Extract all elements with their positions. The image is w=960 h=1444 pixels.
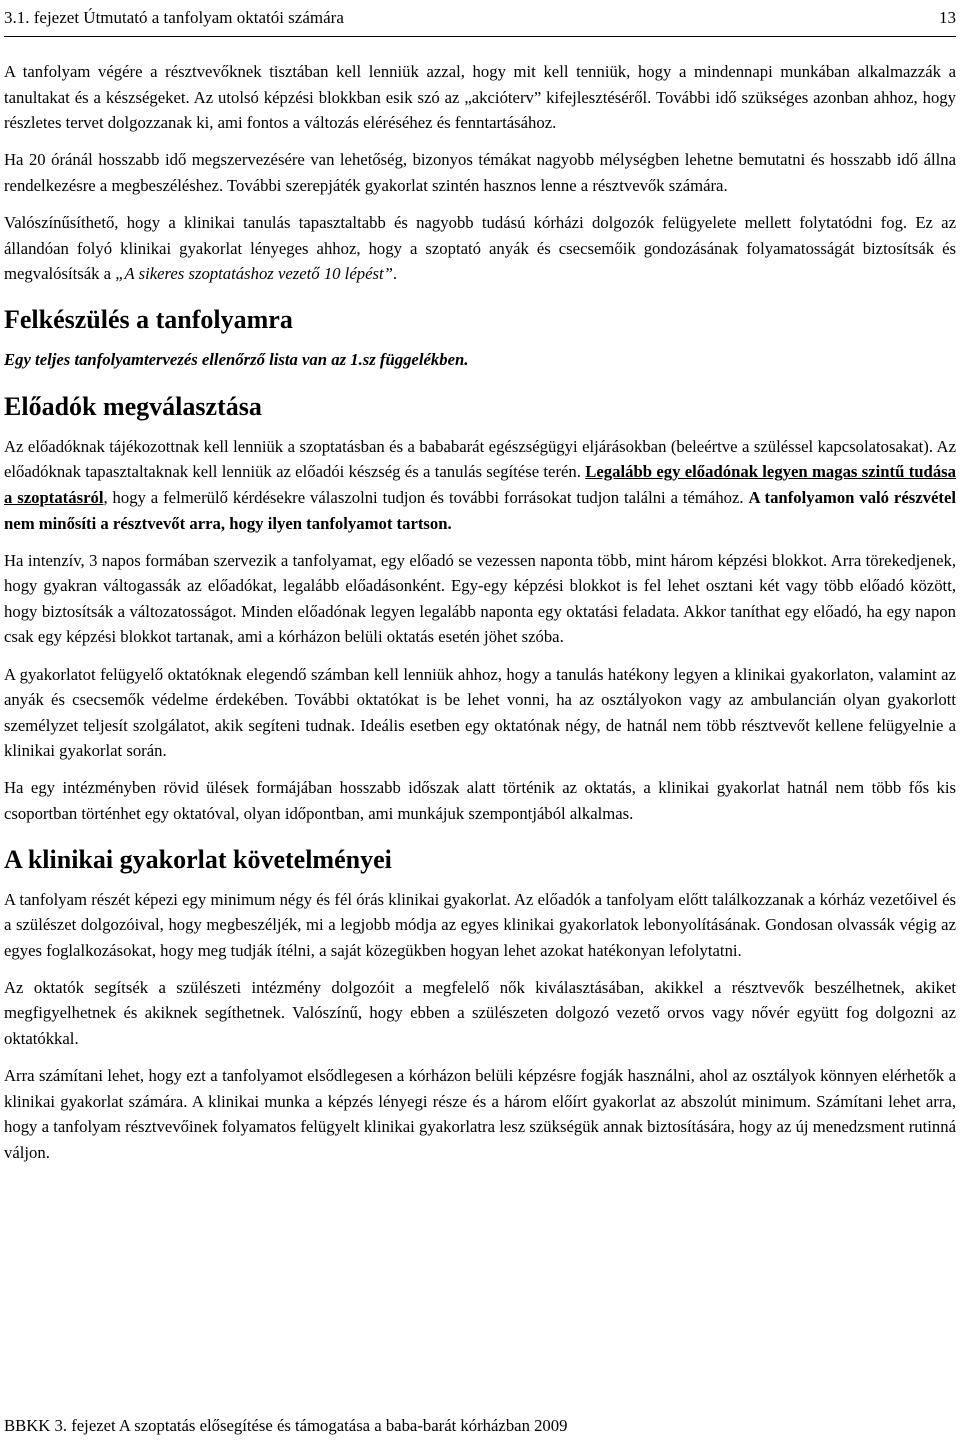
paragraph: Az oktatók segítsék a szülészeti intézmény dolgozóit a megfelelő nők kiválasztásában, akikkel a résztvevők beszélhetnek, akiket megfigyelhetnek és akiknek segíthetnek. Valószínű, hogy ebben a szülészeten dolgozó vezető orvos vagy nővér együtt fog dolgozni az oktatókkal. (4, 977, 956, 1049)
chapter-title: 3.1. fejezet Útmutató a tanfolyam oktatói számára (4, 8, 344, 27)
section-heading: Felkészülés a tanfolyamra (4, 304, 293, 334)
paragraph: Ha egy intézményben rövid ülések formájában hosszabb időszak alatt történik az oktatás, a klinikai gyakorlat hatnál nem több fős kis csoportban történhet egy oktatóval, olyan időpontban, ami munkájuk szempontjából alkalmas. (4, 778, 956, 823)
page-content (4, 37, 956, 1166)
paragraph: Ha intenzív, 3 napos formában szervezik a tanfolyamat, egy előadó se vezessen naponta több, mint három képzési blokkot. Arra törekedjenek, hogy gyakran váltogassák az előadókat, legalább előadásonként. Egy-egy képzési blokkot is fel lehet osztani két vagy több előadó között, hogy biztosítsák a változatosságot. Minden előadónak legyen legalább naponta egy oktatási feladata. Akkor taníthat egy előadó, ha egy napon csak egy képzési blokkot tartanak, ami a kórházon belüli oktatás esetén jöhet szóba. (4, 550, 956, 647)
paragraph-text: . (392, 264, 398, 284)
paragraph: A gyakorlatot felügyelő oktatóknak elegendő számban kell lenniük ahhoz, hogy a tanulás hatékony legyen a klinikai gyakorlaton, valamint az anyák és csecsemők védelme érdekében. További oktatókat is be lehet vonni, ha az osztályokon vagy az ambulancián olyan gyakorlott személyzet teljesít szolgálatot, akik segíteni tudnak. Ideális esetben egy oktatónak négy, de hatnál nem több résztvevőt kellene felügyelnie a klinikai gyakorlat során. (4, 664, 956, 761)
paragraph: A tanfolyam végére a résztvevőknek tisztában kell lenniük azzal, hogy mit kell tenniük, hogy a mindennapi munkában alkalmazzák a tanultakat és a készségeket. Az utolsó képzési blokkban esik szó az „akcióterv” kifejlesztéséről. További idő szükséges azonban ahhoz, hogy részletes tervet dolgozzanak ki, ami fontos a változás eléréséhez és fenntartásához. (4, 62, 956, 133)
bold-phrase: A tanfolyamon való részvétel nem minősíti a résztvevőt arra, hogy ilyen tanfolyamot tartson. (4, 487, 956, 533)
running-header (4, 0, 956, 37)
page-number: 13 (939, 8, 956, 27)
page-footer: BBKK 3. fejezet A szoptatás elősegítése és támogatása a baba-barát kórházban 2009 (4, 1416, 568, 1435)
section-heading: Előadók megválasztása (4, 391, 262, 421)
paragraph (4, 210, 956, 287)
italic-phrase: „A sikeres szoptatáshoz vezető 10 lépést” (115, 264, 393, 284)
paragraph: A tanfolyam részét képezi egy minimum négy és fél órás klinikai gyakorlat. Az előadók a tanfolyam előtt találkozzanak a kórház vezetőivel és a szülészet dolgozóival, hogy megbeszéljék, mi a legjobb módja az egyes klinikai gyakorlatok lebonyolításának. Gondosan olvassák végig az egyes foglalkozásokat, hogy meg tudják ítélni, a saját közegükben hogyan lehet azokat hatékonyan lefolytatni. (4, 889, 956, 960)
document-page (4, 0, 956, 1177)
section-heading: A klinikai gyakorlat követelményei (4, 844, 392, 874)
underlined-phrase: Legalább egy előadónak legyen magas szintű tudása a szoptatásról (4, 462, 956, 507)
paragraph-text: , hogy a felmerülő kérdésekre válaszolni tudjon és további forrásokat tudjon találni a témához. (103, 487, 749, 507)
paragraph: Ha 20 óránál hosszabb idő megszervezésére van lehetőség, bizonyos témákat nagyobb mélységben lehetne bemutatni és hosszabb idő állna rendelkezésre a megbeszéléshez. További szerepjáték gyakorlat szintén hasznos lenne a résztvevők számára. (4, 150, 956, 195)
paragraph-text: Az előadóknak tájékozottnak kell lenniük a szoptatásban és a bababarát egészségügyi eljárásokban (beleértve a szüléssel kapcsolatosakat). Az előadóknak tapasztaltaknak kell lenniük az előadói készség és a tanulás segítése terén. (4, 436, 956, 482)
paragraph: Arra számítani lehet, hogy ezt a tanfolyamot elsődlegesen a kórházon belüli képzésre fogják használni, ahol az osztályok könnyen elérhetők a klinikai gyakorlat számára. A klinikai munka a képzés lényegi része és a három előírt gyakorlat az abszolút minimum. Számítani lehet arra, hogy a tanfolyam résztvevőinek folyamatos felügyelt klinikai gyakorlatra lesz szükségük annak biztosítására, hogy az új menedzsment rutinná váljon. (4, 1066, 956, 1162)
checklist-note: Egy teljes tanfolyamtervezés ellenőrző lista van az 1.sz függelékben. (4, 349, 469, 369)
paragraph (4, 434, 956, 536)
paragraph-text: Valószínűsíthető, hogy a klinikai tanulás tapasztaltabb és nagyobb tudású kórházi dolgozók felügyelete mellett folytatódni fog. Ez az állandóan folyó klinikai gyakorlat lényeges ahhoz, hogy a szoptató anyák és csecsemőik gondozásának folyamatosságát biztosítsák és megvalósítsák a (4, 212, 956, 284)
